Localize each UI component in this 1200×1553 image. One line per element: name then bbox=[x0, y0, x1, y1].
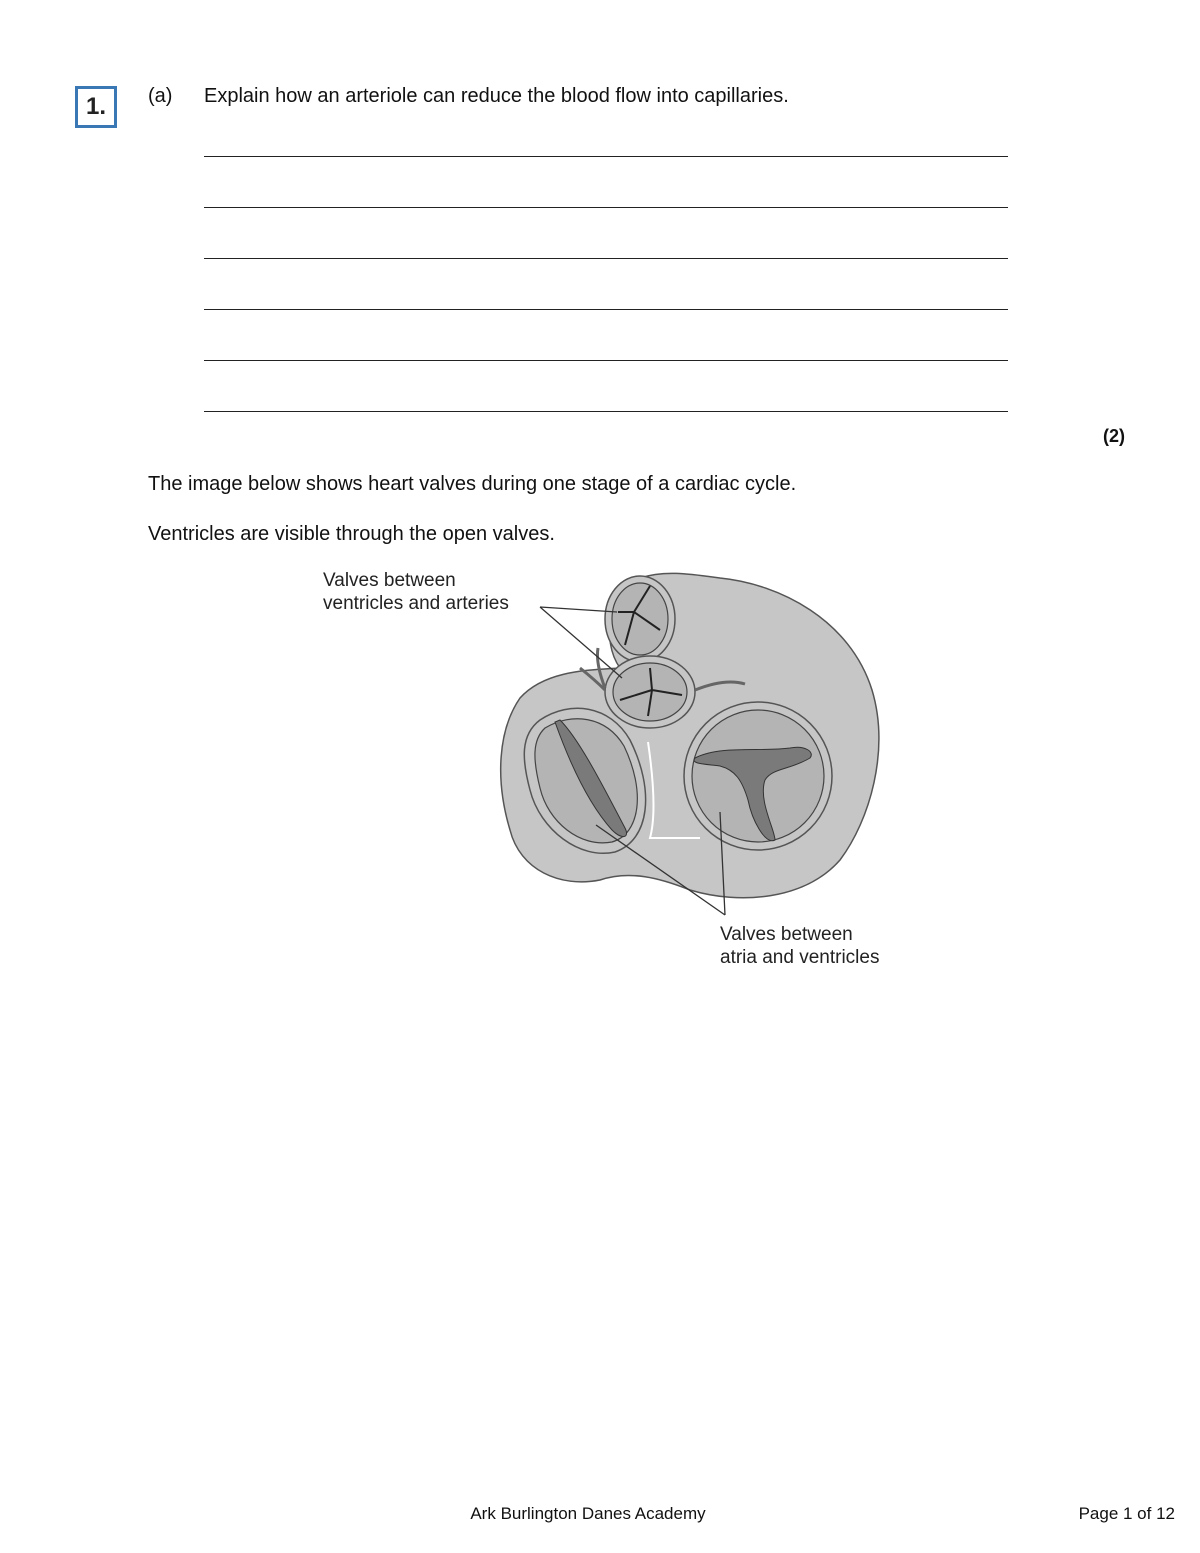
label-top-line1: Valves between bbox=[323, 570, 456, 591]
answer-line[interactable] bbox=[204, 258, 1008, 259]
part-label: (a) bbox=[148, 85, 173, 107]
label-bottom-line2: atria and ventricles bbox=[720, 947, 880, 968]
heart-valves-diagram bbox=[300, 555, 920, 975]
question-number-box bbox=[75, 86, 117, 128]
intro-text: The image below shows heart valves during one stage of a cardiac cycle. bbox=[148, 473, 797, 495]
question-number: 1. bbox=[85, 93, 106, 120]
marks-label: (2) bbox=[1103, 426, 1125, 446]
answer-line[interactable] bbox=[204, 309, 1008, 310]
label-top-line2: ventricles and arteries bbox=[323, 593, 509, 614]
question-text: Explain how an arteriole can reduce the blood flow into capillaries. bbox=[204, 85, 789, 107]
upper-artery-valve bbox=[612, 583, 668, 655]
footer-page-number: Page 1 of 12 bbox=[1078, 1504, 1175, 1523]
intro-text-2: Ventricles are visible through the open valves. bbox=[148, 523, 555, 545]
answer-line[interactable] bbox=[204, 156, 1008, 157]
label-bottom-line1: Valves between bbox=[720, 924, 853, 945]
answer-line[interactable] bbox=[204, 411, 1008, 412]
answer-line[interactable] bbox=[204, 360, 1008, 361]
footer-school: Ark Burlington Danes Academy bbox=[470, 1504, 706, 1523]
answer-line[interactable] bbox=[204, 207, 1008, 208]
